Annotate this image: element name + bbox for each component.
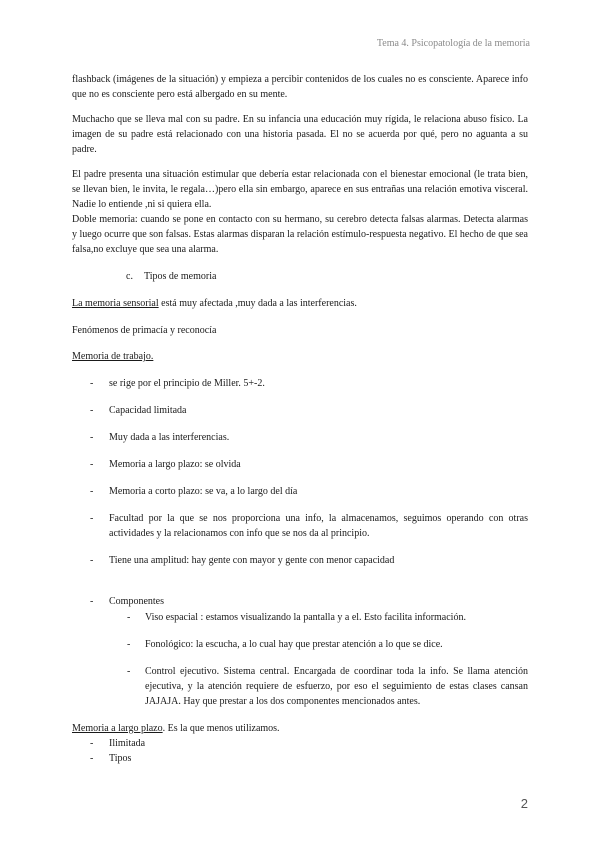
list-item: - Tipos bbox=[90, 753, 132, 764]
list-item: - Memoria a corto plazo: se va, a lo largo del día bbox=[90, 486, 298, 497]
list-item: - Memoria a largo plazo: se olvida bbox=[90, 459, 241, 470]
list-item: - Facultad por la que se nos proporciona una info, la almacenamos, seguimos operando con otras actividades y la relacionamos con info que se nos da al principio. bbox=[90, 513, 528, 539]
sub-list-item: - Control ejecutivo. Sistema central. Encargada de coordinar toda la info. Se llama atención ejecutiva, y la atención requiere de esfuerzo, por eso el seguimiento de estas clases cansan JAJAJA. Hay que prestar a los dos componentes mencionados antes. bbox=[127, 666, 528, 707]
section-letter: c. bbox=[126, 271, 133, 282]
page-number: 2 bbox=[520, 796, 528, 811]
sub-list-item: - Viso espacial : estamos visualizando la pantalla y a el. Esto facilita información. bbox=[127, 612, 466, 623]
term-memoria-sensorial: La memoria sensorial bbox=[72, 298, 159, 309]
section-title: Tipos de memoria bbox=[144, 271, 217, 282]
section-heading-c bbox=[72, 269, 528, 284]
paragraph-padre: El padre presenta una situación estimular que debería estar relacionada con el bienestar emocional (le trata bien, se llevan bien, le invita, le regala…)pero ella sin embargo, aparece en sus entrañas una relación emotiva visceral. Nadie lo entiende ,ni si quiera ella. bbox=[72, 169, 528, 210]
list-item-componentes: - Componentes bbox=[90, 596, 164, 607]
paragraph-flashback: flashback (imágenes de la situación) y empieza a percibir contenidos de los cuales no es consciente. Aparece info que no es consciente pero está albergado en su mente. bbox=[72, 74, 528, 100]
largo-description: . Es la que menos utilizamos. bbox=[162, 723, 280, 734]
page-header: Tema 4. Psicopatología de la memoria bbox=[376, 38, 530, 49]
paragraph-largo-plazo bbox=[72, 721, 528, 736]
term-memoria-largo-plazo: Memoria a largo plazo bbox=[72, 723, 163, 734]
list-item: - se rige por el principio de Miller. 5+-2. bbox=[90, 378, 265, 389]
paragraph-doble-memoria: Doble memoria: cuando se pone en contacto con su hermano, su cerebro detecta falsas alarmas. Detecta alarmas y luego ocurre que son falsas. Estas alarmas disparan la relación estímulo-respuesta negativo. El hecho de que sea falsa,no excluye que sea una alarma. bbox=[72, 214, 528, 255]
document-body bbox=[72, 72, 528, 766]
sub-list-item: - Fonológico: la escucha, a lo cual hay que prestar atención a lo que se dice. bbox=[127, 639, 443, 650]
paragraph-muchacho: Muchacho que se lleva mal con su padre. En su infancia una educación muy rígida, le relaciona abuso físico. La imagen de su padre está relacionado con una historia pasada. El no se acuerda por qué, pero no aguanta a su padre. bbox=[72, 114, 528, 155]
paragraph-sensorial bbox=[72, 296, 528, 311]
list-item: - Muy dada a las interferencias. bbox=[90, 432, 230, 443]
paragraph-fenomenos: Fenómenos de primacía y reconocía bbox=[72, 325, 217, 336]
list-item: - Capacidad limitada bbox=[90, 405, 187, 416]
list-item: - Tiene una amplitud: hay gente con mayor y gente con menor capacidad bbox=[90, 555, 395, 566]
heading-memoria-trabajo: Memoria de trabajo. bbox=[72, 351, 154, 362]
sensorial-description: está muy afectada ,muy dada a las interferencias. bbox=[158, 298, 357, 309]
list-item: - Ilimitada bbox=[90, 738, 146, 749]
